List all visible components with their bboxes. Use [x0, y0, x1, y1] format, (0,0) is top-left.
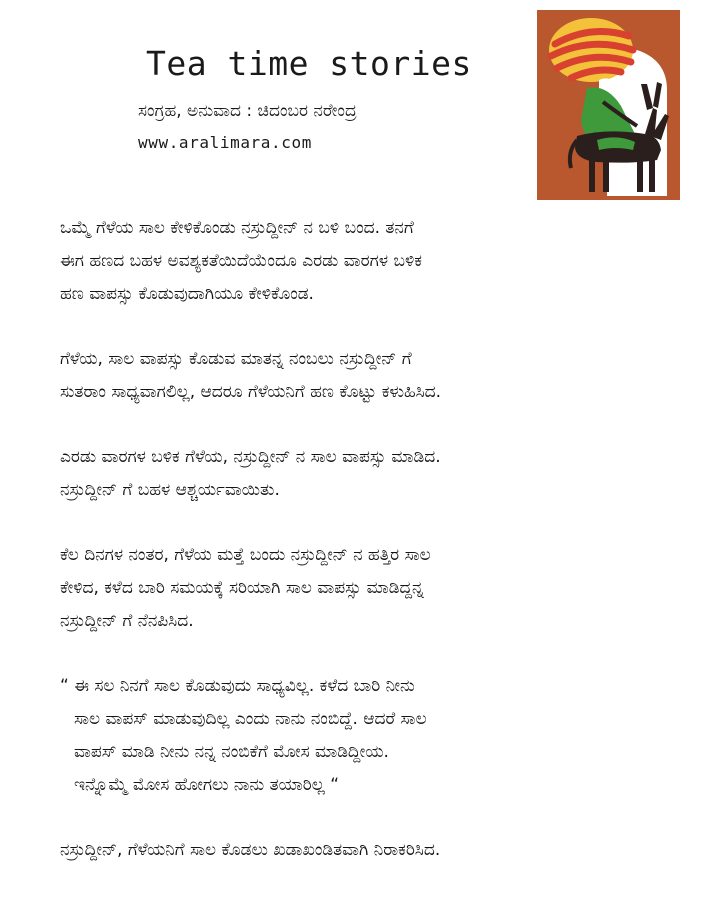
- story-line: ಒಮ್ಮೆ ಗೆಳೆಯ ಸಾಲ ಕೇಳಿಕೊಂಡು ನಸ್ರುದ್ದೀನ್ ನ ಬಳಿ ಬಂದ. ತನಗೆ: [60, 218, 414, 238]
- story-paragraph-3: [60, 441, 700, 507]
- story-line: ನಸ್ರುದ್ದೀನ್ ಗೆ ಬಹಳ ಆಶ್ಚರ್ಯವಾಯಿತು.: [60, 480, 280, 500]
- website-link[interactable]: www.aralimara.com: [138, 133, 312, 152]
- story-paragraph-4: [60, 539, 700, 638]
- header: [0, 0, 720, 200]
- story-line: ಕೇಳಿದ, ಕಳೆದ ಬಾರಿ ಸಮಯಕ್ಕೆ ಸರಿಯಾಗಿ ಸಾಲ ವಾಪಸ್ಸು ಮಾಡಿದ್ದನ್ನ: [60, 578, 424, 598]
- story-line: ಹಣ ವಾಪಸ್ಸು ಕೊಡುವುದಾಗಿಯೂ ಕೇಳಿಕೊಂಡ.: [60, 284, 314, 304]
- story-quote-paragraph: [60, 670, 700, 802]
- story-body: [60, 212, 700, 899]
- quote-line: ಸಾಲ ವಾಪಸ್ ಮಾಡುವುದಿಲ್ಲ ಎಂದು ನಾನು ನಂಬಿದ್ದೆ. ಆದರೆ ಸಾಲ: [74, 709, 427, 729]
- story-line: ನಸ್ರುದ್ದೀನ್ ಗೆ ನೆನಪಿಸಿದ.: [60, 611, 194, 631]
- quote-line: ಇನ್ನೊಮ್ಮೆ ಮೋಸ ಹೋಗಲು ನಾನು ತಯಾರಿಲ್ಲ “: [74, 775, 340, 795]
- translator-credit: ಸಂಗ್ರಹ, ಅನುವಾದ : ಚಿದಂಬರ ನರೇಂದ್ರ: [138, 101, 357, 121]
- quote-line: ವಾಪಸ್ ಮಾಡಿ ನೀನು ನನ್ನ ನಂಬಿಕೆಗೆ ಮೋಸ ಮಾಡಿದ್ದೀಯ.: [74, 742, 389, 762]
- story-line: ಈಗ ಹಣದ ಬಹಳ ಅವಶ್ಯಕತೆಯಿದೆಯೆಂದೂ ಎರಡು ವಾರಗಳ ಬಳಿಕ: [60, 251, 422, 271]
- story-line: ಕೆಲ ದಿನಗಳ ನಂತರ, ಗೆಳೆಯ ಮತ್ತೆ ಬಂದು ನಸ್ರುದ್ದೀನ್ ನ ಹತ್ತಿರ ಸಾಲ: [60, 545, 431, 565]
- story-line: ಎರಡು ವಾರಗಳ ಬಳಿಕ ಗೆಳೆಯ, ನಸ್ರುದ್ದೀನ್ ನ ಸಾಲ ವಾಪಸ್ಸು ಮಾಡಿದ.: [60, 447, 441, 467]
- page-title: Tea time stories: [146, 44, 472, 83]
- story-line: ಗೆಳೆಯ, ಸಾಲ ವಾಪಸ್ಸು ಕೊಡುವ ಮಾತನ್ನ ನಂಬಲು ನಸ್ರುದ್ದೀನ್ ಗೆ: [60, 349, 412, 369]
- quote-line: “ ಈ ಸಲ ನಿನಗೆ ಸಾಲ ಕೊಡುವುದು ಸಾಧ್ಯವಿಲ್ಲ. ಕಳೆದ ಬಾರಿ ನೀನು: [60, 676, 415, 696]
- story-paragraph-6: [60, 834, 700, 867]
- story-paragraph-2: [60, 343, 700, 409]
- man-in-turban-on-donkey-illustration: [537, 10, 680, 200]
- story-paragraph-1: [60, 212, 700, 311]
- story-line: ಸುತರಾಂ ಸಾಧ್ಯವಾಗಲಿಲ್ಲ, ಆದರೂ ಗೆಳೆಯನಿಗೆ ಹಣ ಕೊಟ್ಟು ಕಳುಹಿಸಿದ.: [60, 382, 442, 402]
- story-line: ನಸ್ರುದ್ದೀನ್, ಗೆಳೆಯನಿಗೆ ಸಾಲ ಕೊಡಲು ಖಡಾಖಂಡಿತವಾಗಿ ನಿರಾಕರಿಸಿದ.: [60, 840, 441, 860]
